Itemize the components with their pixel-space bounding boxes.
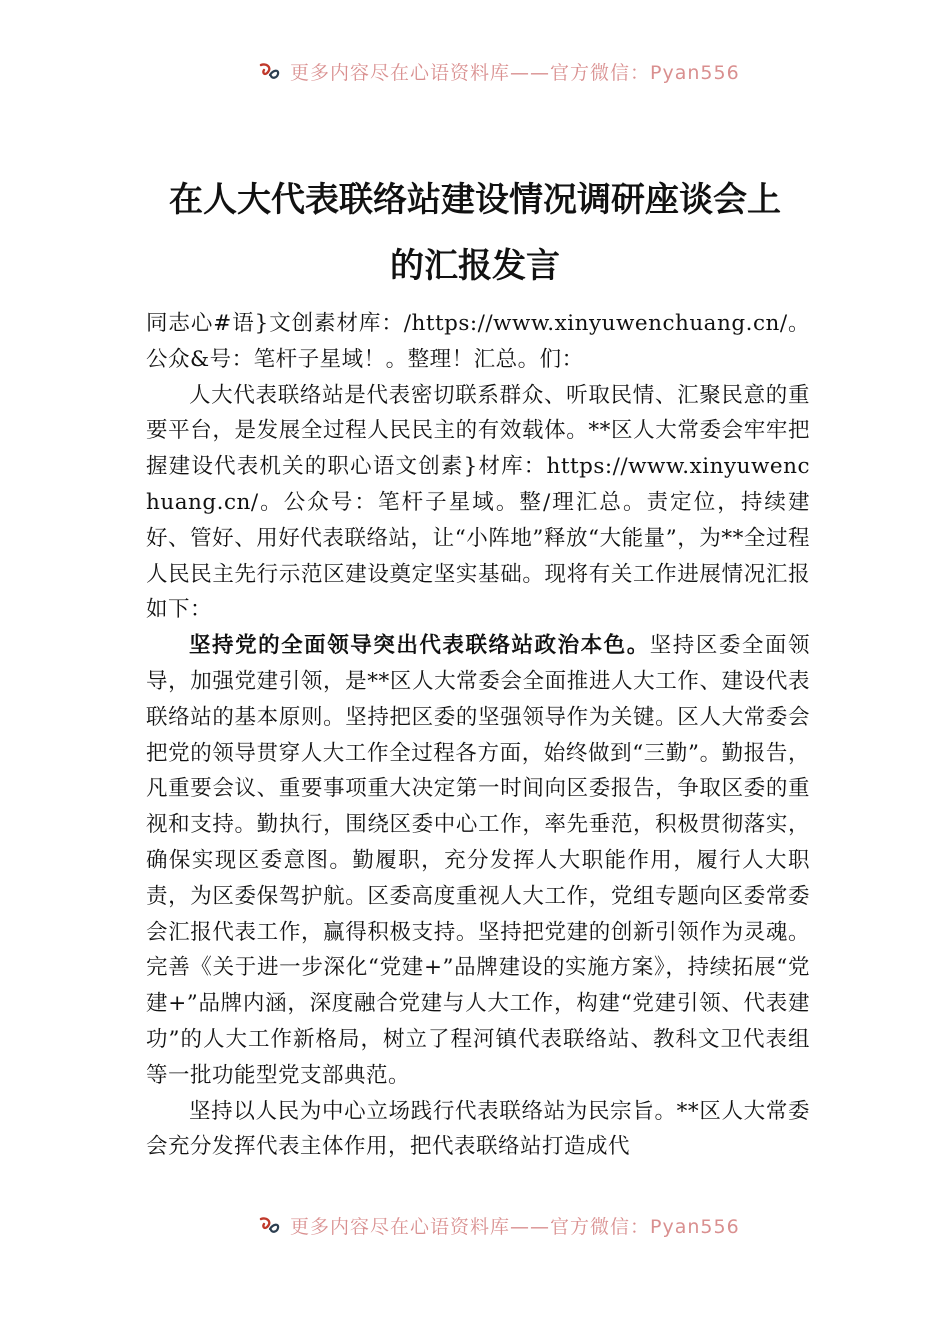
paragraph-2-body: 坚持区委全面领导，加强党建引领，是**区人大常委会全面推进人大工作、建设代表联络站的基本原则。坚持把区委的坚强领导作为关键。区人大常委会把党的领导贯穿人大工作全过程各方面，始终做到“三勤”。勤报告，凡重要会议、重要事项重大决定第一时间向区委报告，争取区委的重视和支持。勤执行，围绕区委中心工作，率先垂范，积极贯彻落实，确保实现区委意图。勤履职，充分发挥人大职能作用，履行人大职责，为区委保驾护航。区委高度重视人大工作，党组专题向区委常委会汇报代表工作，赢得积极支持。坚持把党建的创新引领作为灵魂。完善《关于进一步深化“党建+”品牌建设的实施方案》，持续拓展“党建+”品牌内涵，深度融合党建与人大工作，构建“党建引领、代表建功”的人大工作新格局，树立了程河镇代表联络站、教科文卫代表组等一批功能型党支部典范。	[146, 633, 810, 1088]
footer-watermark	[258, 1212, 758, 1238]
document-title-line-2: 的汇报发言	[390, 246, 560, 286]
paragraph-1: 人大代表联络站是代表密切联系群众、听取民情、汇聚民意的重要平台，是发展全过程人民民主的有效载体。**区人大常委会牢牢把握建设代表机关的职心语文创素}材库：https://www.xinyuwenchuang.cn/。公众号：笔杆子星域。整/理汇总。责定位，持续建好、管好、用好代表联络站，让“小阵地”释放“大能量”，为**全过程人民民主先行示范区建设奠定坚实基础。现将有关工作进展情况汇报如下：	[146, 382, 810, 623]
watermark-text: 更多内容尽在心语资料库——官方微信：Pyan556	[290, 61, 740, 84]
paragraph-3: 坚持以人民为中心立场践行代表联络站为民宗旨。**区人大常委会充分发挥代表主体作用，把代表联络站打造成代	[146, 1098, 810, 1160]
header-watermark	[258, 58, 758, 84]
watermark-text: 更多内容尽在心语资料库——官方微信：Pyan556	[290, 1215, 740, 1238]
paragraph-2	[146, 628, 810, 1093]
document-title-line-1: 在人大代表联络站建设情况调研座谈会上	[169, 180, 781, 220]
watermark-logo-icon	[258, 1215, 282, 1235]
intro-paragraph: 同志心#语}文创素材库：/https://www.xinyuwenchuang.cn/。公众&号：笔杆子星域！。整理！汇总。们：	[146, 311, 810, 372]
watermark-logo-icon	[258, 61, 282, 81]
paragraph-2-heading: 坚持党的全面领导突出代表联络站政治本色。	[189, 633, 650, 659]
document-body	[146, 306, 810, 1165]
